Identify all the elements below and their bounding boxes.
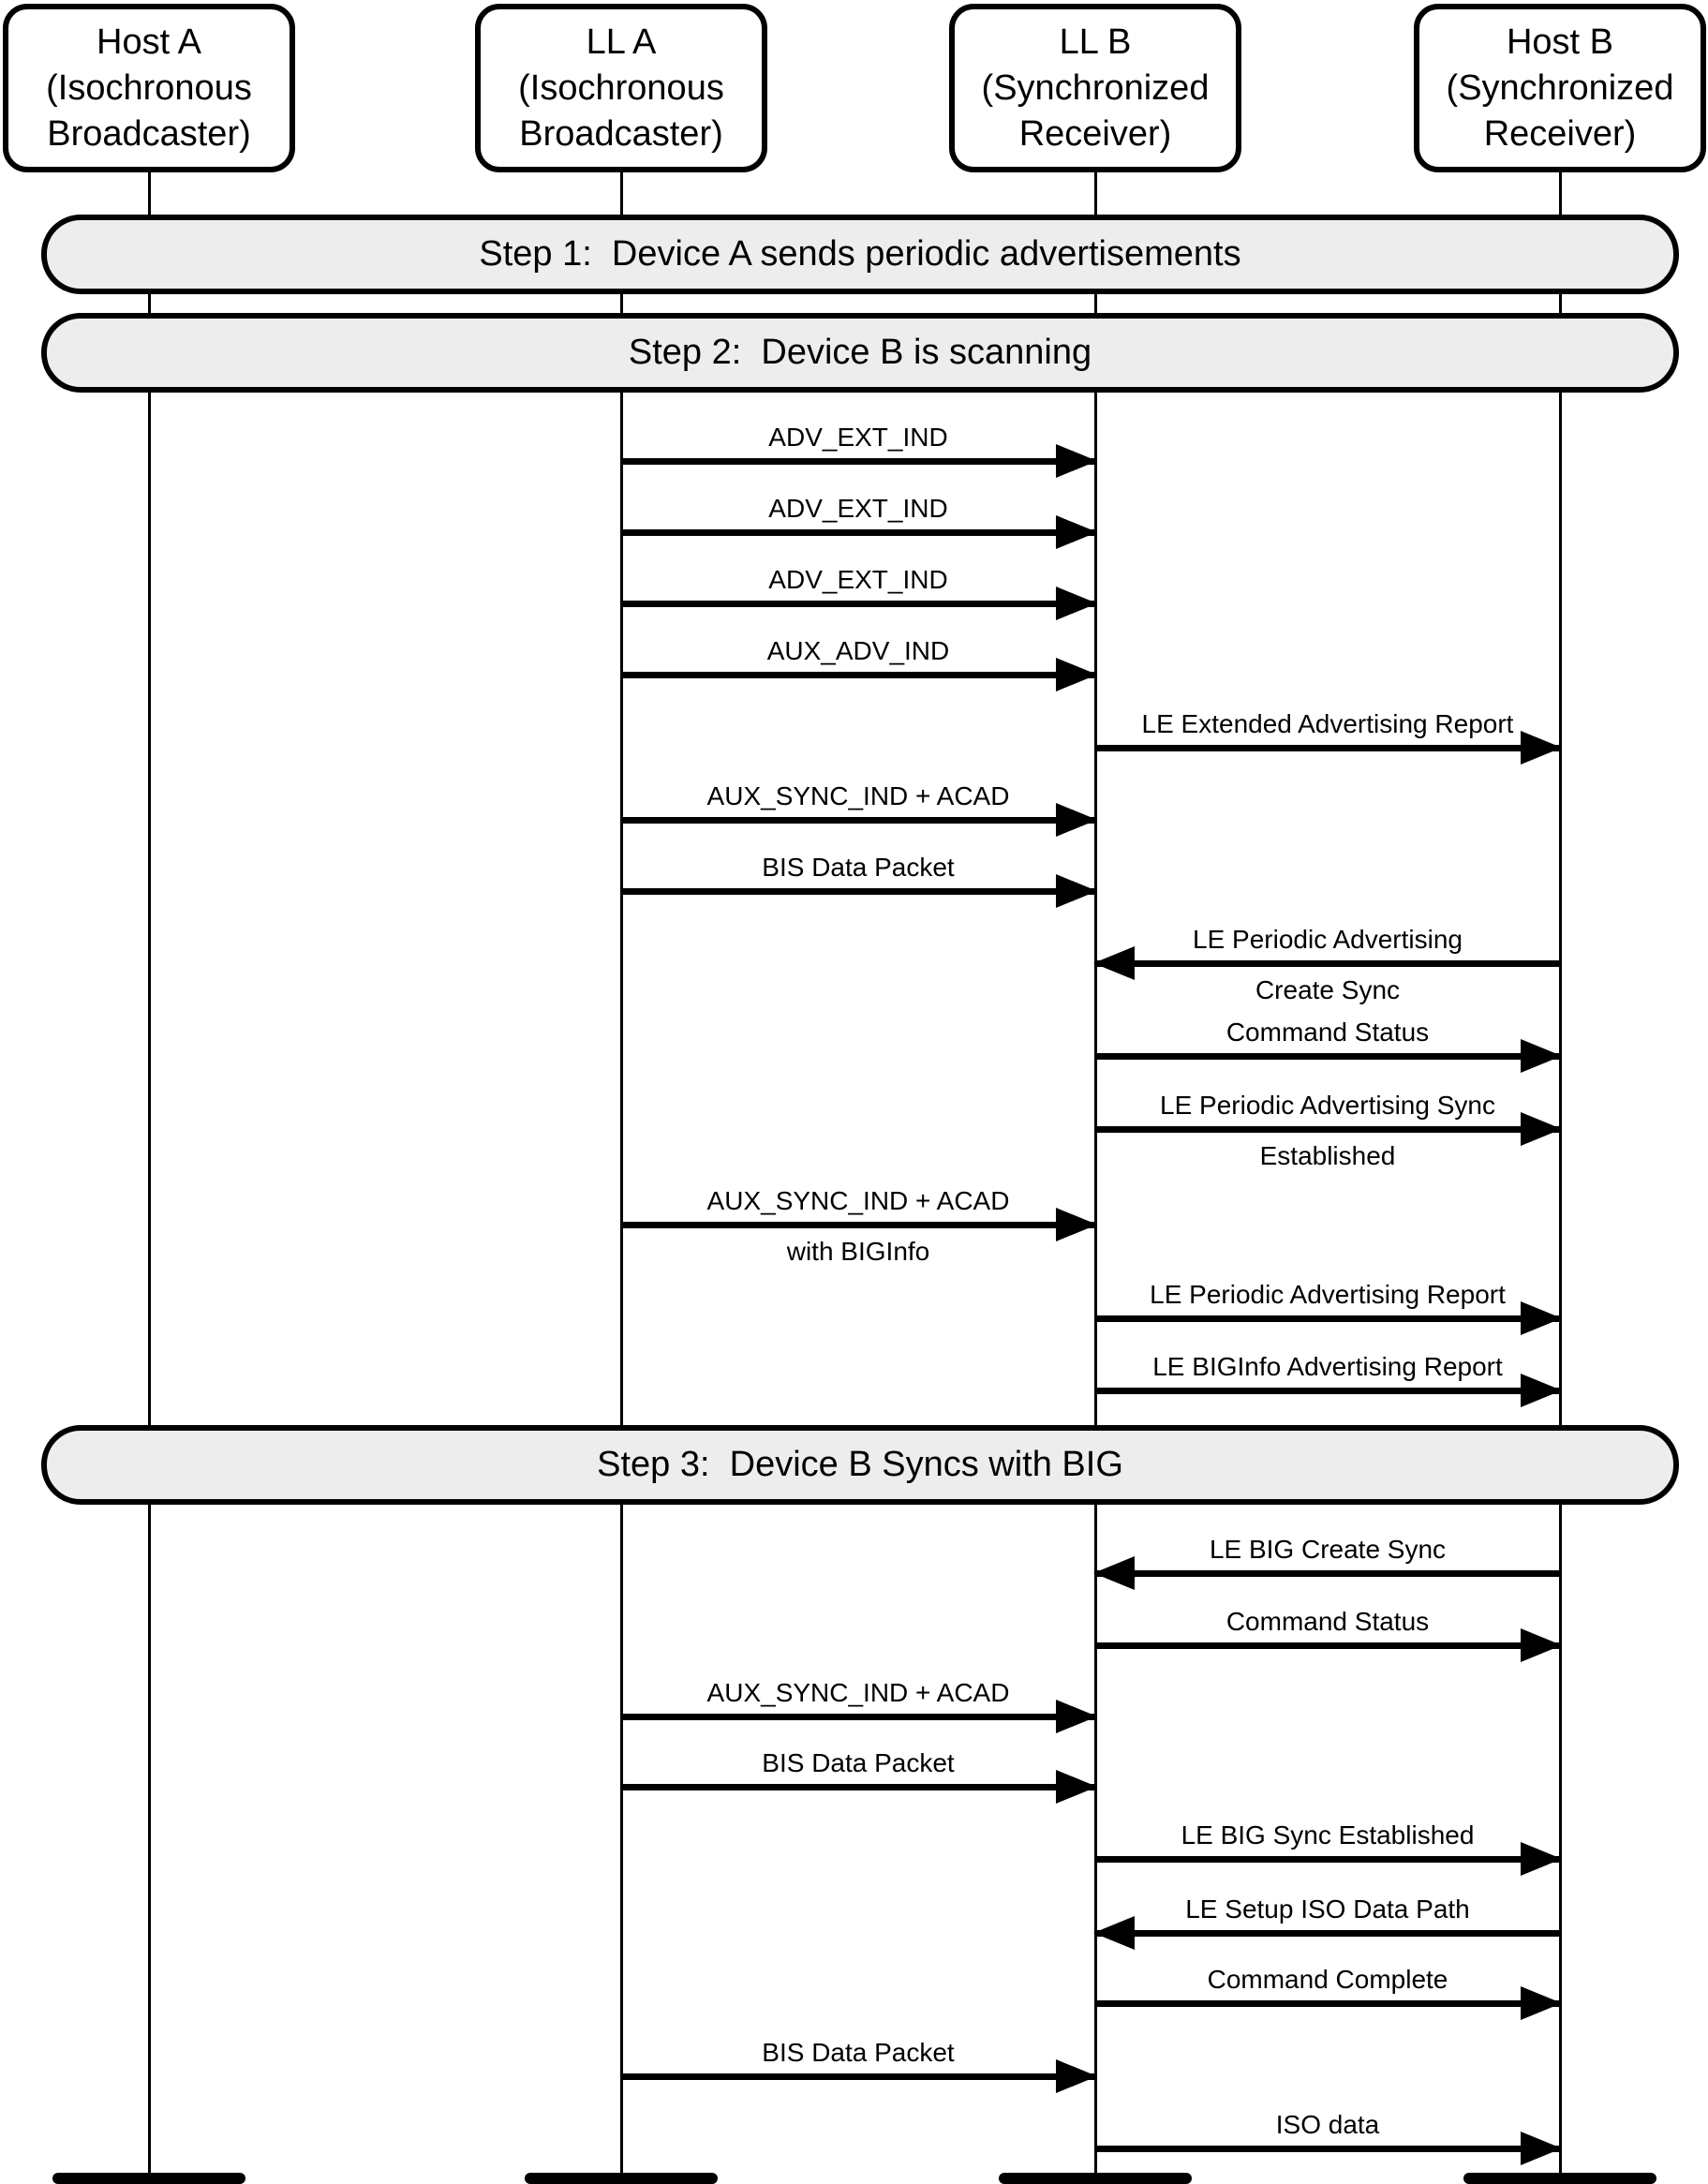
lifeline-end-bar-ll-b xyxy=(999,2173,1192,2184)
message-line xyxy=(1095,1642,1560,1649)
message-label: Command Status xyxy=(1225,1607,1430,1636)
message-line xyxy=(1095,2146,1560,2152)
actor-title-line: LL B xyxy=(1059,22,1132,62)
actor-title-line: Broadcaster) xyxy=(519,113,723,154)
actor-host-b xyxy=(1414,4,1706,172)
lifeline-end-bar-ll-a xyxy=(525,2173,718,2184)
message-label: Command Status xyxy=(1225,1018,1430,1047)
message-line xyxy=(621,888,1095,895)
message-line xyxy=(1095,1388,1560,1394)
message-label: BIS Data Packet xyxy=(762,853,955,882)
message-label: ISO data xyxy=(1275,2110,1380,2139)
actor-title-line: Receiver) xyxy=(1018,113,1172,154)
step-banner-label: Step 3: Device B Syncs with BIG xyxy=(597,1445,1123,1484)
message-label: AUX_SYNC_IND + ACAD xyxy=(706,1678,1010,1707)
step-banner-label: Step 2: Device B is scanning xyxy=(628,333,1092,372)
message-label: LE Periodic Advertising Report xyxy=(1150,1280,1506,1309)
message-label: ADV_EXT_IND xyxy=(768,423,948,452)
message-line xyxy=(1095,1856,1560,1863)
actor-title-line: LL A xyxy=(586,22,657,62)
actor-ll-a xyxy=(475,4,767,172)
lifeline-end-bar-host-b xyxy=(1463,2173,1656,2184)
message-label-line2: Established xyxy=(1259,1141,1396,1170)
lifeline-end-bar-host-a xyxy=(52,2173,245,2184)
lifeline-host-b xyxy=(1559,171,1562,2178)
message-line xyxy=(621,1714,1095,1720)
message-label: LE Periodic Advertising xyxy=(1193,925,1463,954)
step-banner-1 xyxy=(41,215,1679,294)
message-line xyxy=(1095,2000,1560,2007)
message-line xyxy=(621,672,1095,678)
actor-title-line: Broadcaster) xyxy=(47,113,251,154)
message-label: Command Complete xyxy=(1207,1965,1448,1994)
actor-title-line: (Synchronized xyxy=(981,67,1210,108)
message-line xyxy=(1095,1126,1560,1133)
message-line xyxy=(1095,1053,1560,1060)
message-label: AUX_SYNC_IND + ACAD xyxy=(706,781,1010,810)
message-line xyxy=(621,817,1095,824)
message-line xyxy=(1095,1570,1560,1577)
step-banner-2 xyxy=(41,313,1679,393)
lifeline-ll-a xyxy=(620,171,623,2178)
actor-host-a xyxy=(3,4,295,172)
message-line xyxy=(621,601,1095,607)
message-label: BIS Data Packet xyxy=(762,2038,955,2067)
actor-title-line: (Isochronous xyxy=(46,67,252,108)
message-label-line2: with BIGInfo xyxy=(786,1237,930,1266)
actor-title-line: (Synchronized xyxy=(1446,67,1674,108)
message-label: AUX_SYNC_IND + ACAD xyxy=(706,1186,1010,1215)
message-label: LE BIGInfo Advertising Report xyxy=(1152,1352,1503,1381)
message-line xyxy=(621,1222,1095,1228)
message-line xyxy=(621,1784,1095,1790)
message-label: LE Extended Advertising Report xyxy=(1141,709,1514,738)
actor-title-line: Host A xyxy=(97,22,201,62)
actor-title-line: Receiver) xyxy=(1483,113,1637,154)
actor-title-line: (Isochronous xyxy=(518,67,724,108)
message-label: LE BIG Sync Established xyxy=(1181,1820,1475,1850)
message-line xyxy=(621,2073,1095,2080)
message-label-line2: Create Sync xyxy=(1255,975,1401,1004)
step-banner-label: Step 1: Device A sends periodic advertisements xyxy=(479,234,1241,274)
message-line xyxy=(1095,1930,1560,1937)
actor-title-line: Host B xyxy=(1506,22,1614,62)
message-line xyxy=(1095,960,1560,967)
message-label: ADV_EXT_IND xyxy=(768,494,948,523)
message-label: LE Setup ISO Data Path xyxy=(1185,1894,1470,1924)
message-line xyxy=(1095,1315,1560,1322)
message-label: LE Periodic Advertising Sync xyxy=(1160,1091,1495,1120)
message-line xyxy=(621,458,1095,465)
actor-ll-b xyxy=(949,4,1241,172)
step-banner-3 xyxy=(41,1425,1679,1505)
lifeline-host-a xyxy=(148,171,151,2178)
message-label: ADV_EXT_IND xyxy=(768,565,948,594)
message-label: AUX_ADV_IND xyxy=(766,636,950,665)
message-line xyxy=(621,529,1095,536)
message-label: LE BIG Create Sync xyxy=(1209,1535,1447,1564)
message-label: BIS Data Packet xyxy=(762,1748,955,1777)
message-line xyxy=(1095,745,1560,751)
